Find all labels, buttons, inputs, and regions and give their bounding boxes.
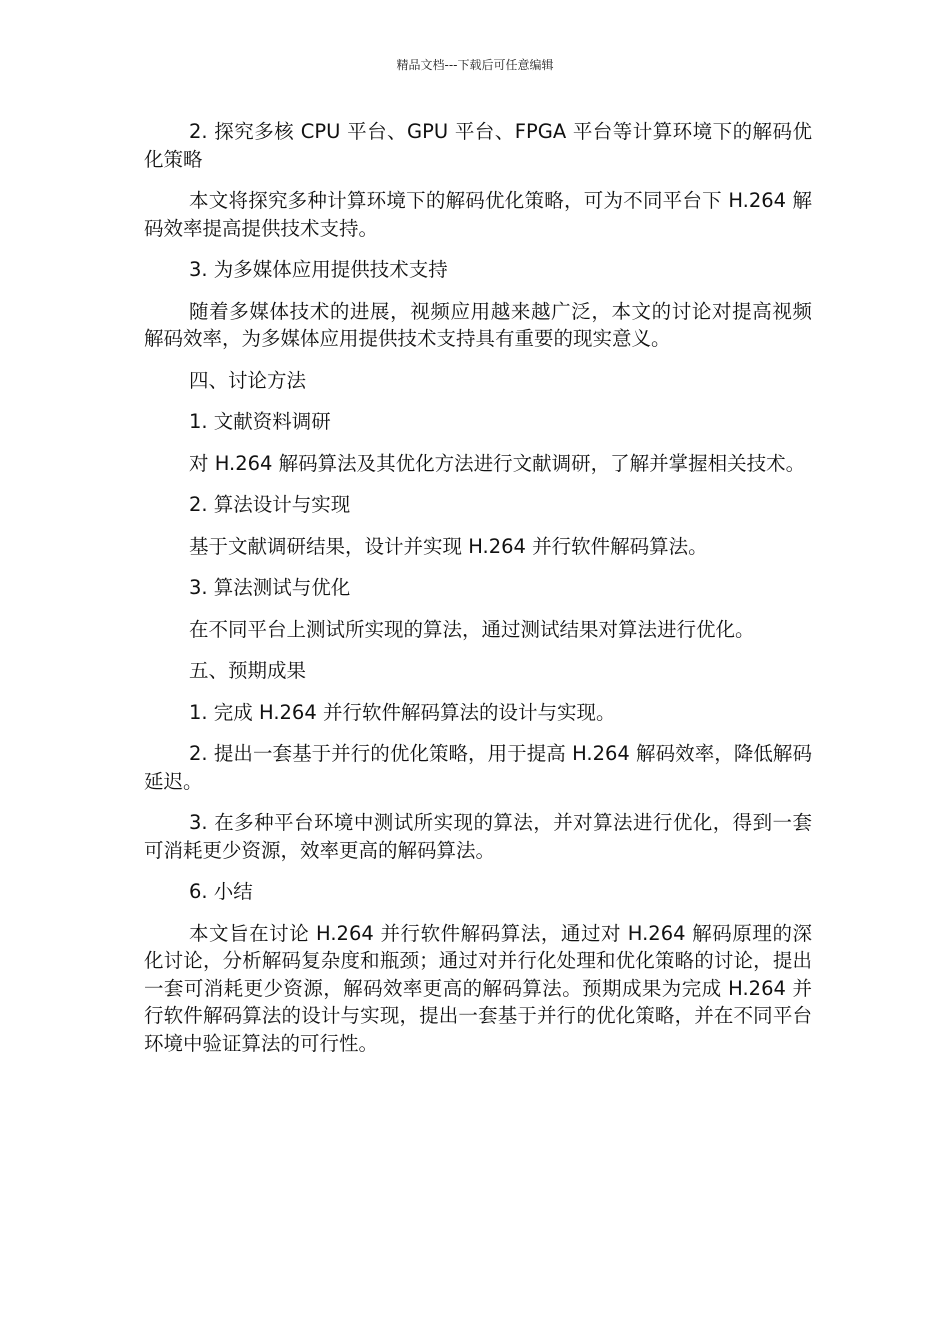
summary-paragraph: 本文旨在讨论 H.264 并行软件解码算法，通过对 H.264 解码原理的深化讨论，分析解码复杂度和瓶颈；通过对并行化处理和优化策略的讨论，提出一套可消耗更少资源，解码效率更高的解码算法。预期成果为完成 H.264 并行软件解码算法的设计与实现，提出一套基于并行的优化策略，并在不同平台环境中验证算法的可行性。 <box>144 921 812 1055</box>
section-heading-expected-results: 五、预期成果 <box>189 659 307 682</box>
document-body <box>144 118 812 1071</box>
paragraph: 对 H.264 解码算法及其优化方法进行文献调研，了解并掌握相关技术。 <box>189 451 806 475</box>
section-heading-summary: 6. 小结 <box>189 880 253 903</box>
method-heading-3: 3. 算法测试与优化 <box>189 576 351 599</box>
paragraph: 本文将探究多种计算环境下的解码优化策略，可为不同平台下 H.264 解码效率提高提供技术支持。 <box>144 189 812 240</box>
method-heading-1: 1. 文献资料调研 <box>189 410 331 433</box>
paragraph: 随着多媒体技术的进展，视频应用越来越广泛，本文的讨论对提高视频解码效率，为多媒体应用提供技术支持具有重要的现实意义。 <box>144 299 812 350</box>
method-heading-2: 2. 算法设计与实现 <box>189 493 351 516</box>
subsection-heading-2: 2. 探究多核 CPU 平台、GPU 平台、FPGA 平台等计算环境下的解码优化策略 <box>144 120 812 171</box>
page-header: 精品文档---下载后可任意编辑 <box>396 58 554 72</box>
paragraph: 基于文献调研结果，设计并实现 H.264 并行软件解码算法。 <box>189 534 708 558</box>
result-item-3: 3. 在多种平台环境中测试所实现的算法，并对算法进行优化，得到一套可消耗更少资源，效率更高的解码算法。 <box>144 811 812 862</box>
paragraph: 在不同平台上测试所实现的算法，通过测试结果对算法进行优化。 <box>189 617 755 641</box>
result-item-2: 2. 提出一套基于并行的优化策略，用于提高 H.264 解码效率，降低解码延迟。 <box>144 742 812 793</box>
subsection-heading-3: 3. 为多媒体应用提供技术支持 <box>189 258 448 281</box>
section-heading-research-methods: 四、讨论方法 <box>189 368 307 392</box>
result-item-1: 1. 完成 H.264 并行软件解码算法的设计与实现。 <box>189 700 616 724</box>
